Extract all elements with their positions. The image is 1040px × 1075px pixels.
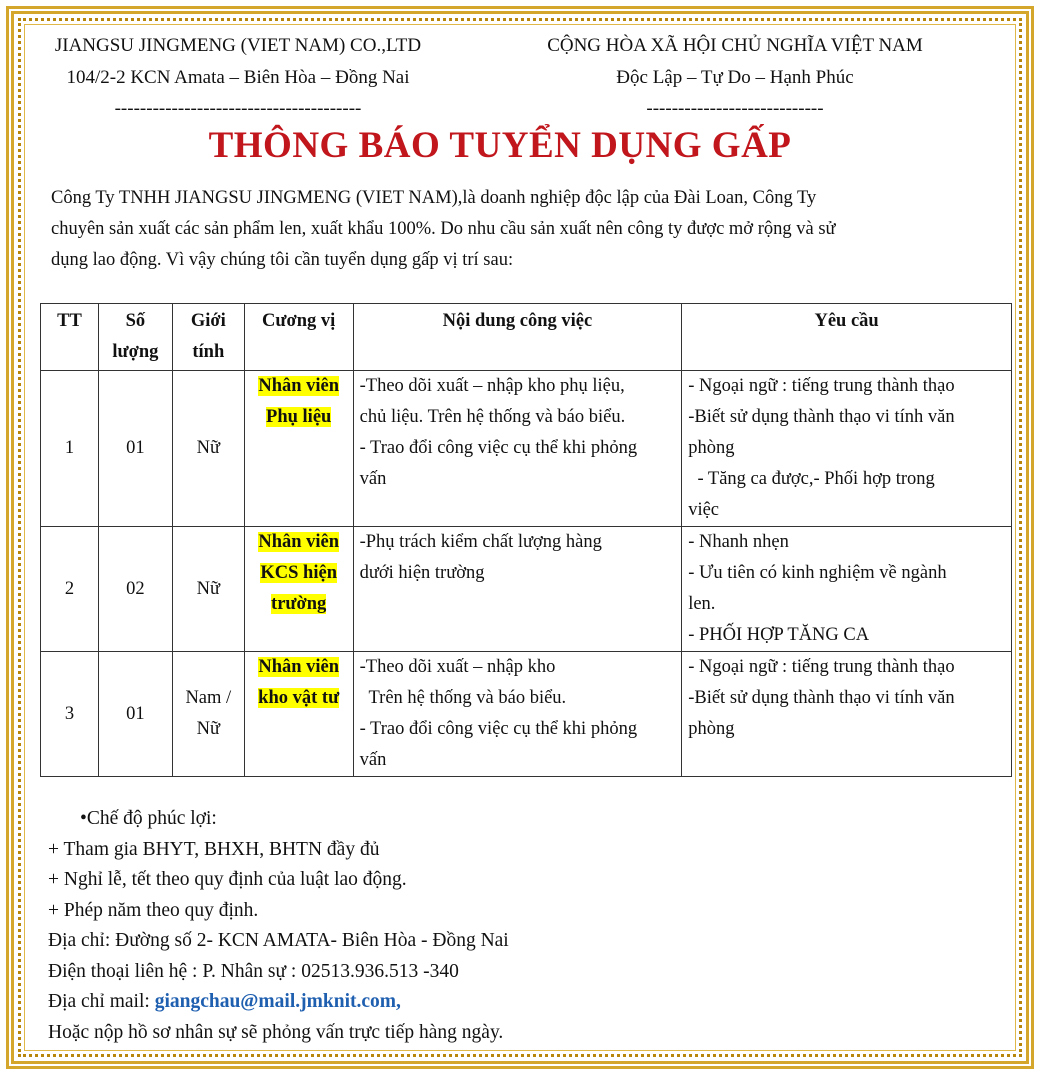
requirement-line: -Biết sử dụng thành thạo vi tính văn (688, 407, 955, 427)
position-line: Nhân viên (258, 657, 340, 677)
contact-phone: Điện thoại liên hệ : P. Nhân sự : 02513.936.513 -340 (48, 960, 459, 982)
requirement-line: phòng (688, 438, 735, 458)
national-motto: Độc Lập – Tự Do – Hạnh Phúc (616, 67, 854, 88)
page-title: THÔNG BÁO TUYỂN DỤNG GẤP (208, 125, 792, 166)
table-row (41, 527, 1012, 652)
nation-title: CỘNG HÒA XÃ HỘI CHỦ NGHĨA VIỆT NAM (547, 35, 923, 56)
header-gender-line: Giới (190, 311, 226, 331)
duty-line: -Theo dõi xuất – nhập kho (359, 657, 556, 677)
email-link[interactable]: giangchau@mail.jmknit.com, (154, 991, 401, 1012)
requirement-line: - Tăng ca được,- Phối hợp trong (688, 469, 935, 489)
contact-address: Địa chỉ: Đường số 2- KCN AMATA- Biên Hòa - Đồng Nai (48, 930, 509, 951)
benefits-section (48, 804, 948, 1048)
header-tt: TT (41, 304, 99, 371)
duty-line: Trên hệ thống và báo biểu. (359, 688, 567, 708)
row-duties (353, 527, 682, 652)
right-divider: ---------------------------- (646, 98, 824, 119)
header-gender (172, 304, 244, 371)
email-label: Địa chỉ mail: (48, 991, 155, 1012)
row-quantity: 02 (98, 527, 172, 652)
national-header (500, 30, 970, 124)
row-position (244, 652, 353, 777)
header-duties: Nội dung công việc (353, 304, 682, 371)
duty-line: vấn (359, 469, 387, 489)
position-line: kho vật tư (258, 688, 340, 708)
company-header (28, 30, 448, 124)
company-address: 104/2-2 KCN Amata – Biên Hòa – Đồng Nai (66, 67, 410, 88)
position-line: Nhân viên (258, 376, 340, 396)
row-duties (353, 652, 682, 777)
row-gender (172, 652, 244, 777)
table-row (41, 371, 1012, 527)
intro-line: chuyên sản xuất các sản phẩm len, xuất khẩu 100%. Do nhu cầu sản xuất nên công ty được mở rộng và sử (51, 219, 836, 239)
header-gender-line: tính (192, 342, 225, 362)
row-tt: 3 (41, 652, 99, 777)
duty-line: -Phụ trách kiểm chất lượng hàng (359, 532, 602, 552)
duty-line: vấn (359, 750, 387, 770)
requirement-line: - Nhanh nhẹn (688, 532, 789, 552)
requirement-line: -Biết sử dụng thành thạo vi tính văn (688, 688, 955, 708)
header-position: Cương vị (244, 304, 353, 371)
closing-note: Hoặc nộp hồ sơ nhân sự sẽ phỏng vấn trực tiếp hàng ngày. (48, 1021, 504, 1043)
gender-line: Nữ (196, 438, 220, 458)
header-quantity-line: Số (125, 311, 146, 331)
position-line: Nhân viên (258, 532, 340, 552)
position-line: KCS hiện (260, 563, 337, 583)
row-quantity: 01 (98, 652, 172, 777)
benefits-heading-text: Chế độ phúc lợi: (86, 808, 217, 829)
position-line: trường (271, 594, 327, 614)
requirement-line: - Ngoại ngữ : tiếng trung thành thạo (688, 376, 955, 396)
header-quantity (98, 304, 172, 371)
row-gender (172, 371, 244, 527)
duty-line: - Trao đổi công việc cụ thể khi phỏng (359, 438, 638, 458)
requirement-line: - Ưu tiên có kinh nghiệm về ngành (688, 563, 947, 583)
benefit-item: + Tham gia BHYT, BHXH, BHTN đầy đủ (48, 838, 380, 860)
duty-line: dưới hiện trường (359, 563, 485, 583)
benefit-item: + Phép năm theo quy định. (48, 899, 259, 921)
duty-line: - Trao đổi công việc cụ thể khi phỏng (359, 719, 638, 739)
intro-line: Công Ty TNHH JIANGSU JINGMENG (VIET NAM),là doanh nghiệp độc lập của Đài Loan, Công Ty (51, 188, 817, 208)
intro-paragraph (51, 183, 951, 276)
intro-line: dụng lao động. Vì vậy chúng tôi cần tuyển dụng gấp vị trí sau: (51, 250, 514, 270)
gender-line: Nữ (196, 719, 220, 739)
job-table (40, 303, 1012, 777)
gender-line: Nam / (185, 688, 232, 708)
left-divider: --------------------------------------- (114, 98, 362, 119)
benefit-item: + Nghỉ lễ, tết theo quy định của luật lao động. (48, 869, 407, 890)
row-tt: 2 (41, 527, 99, 652)
requirement-line: - Ngoại ngữ : tiếng trung thành thạo (688, 657, 955, 677)
row-position (244, 527, 353, 652)
header-requirements: Yêu cầu (682, 304, 1012, 371)
benefits-heading (48, 804, 948, 835)
bullet-icon: • (80, 808, 87, 829)
row-requirements (682, 371, 1012, 527)
table-header-row (41, 304, 1012, 371)
gender-line: Nữ (196, 578, 220, 599)
row-position (244, 371, 353, 527)
requirement-line: phòng (688, 719, 735, 739)
duty-line: -Theo dõi xuất – nhập kho phụ liệu, (359, 376, 625, 396)
row-tt: 1 (41, 371, 99, 527)
table-row (41, 652, 1012, 777)
row-requirements (682, 652, 1012, 777)
requirement-line: - PHỐI HỢP TĂNG CA (688, 625, 870, 645)
company-name: JIANGSU JINGMENG (VIET NAM) CO.,LTD (54, 35, 422, 56)
duty-line: chủ liệu. Trên hệ thống và báo biểu. (359, 407, 626, 427)
position-line: Phụ liệu (266, 407, 332, 427)
contact-email-line (48, 987, 948, 1018)
row-quantity: 01 (98, 371, 172, 527)
requirement-line: len. (688, 594, 716, 614)
header-quantity-line: lượng (112, 342, 159, 362)
requirement-line: việc (688, 500, 720, 520)
row-gender (172, 527, 244, 652)
row-duties (353, 371, 682, 527)
row-requirements (682, 527, 1012, 652)
